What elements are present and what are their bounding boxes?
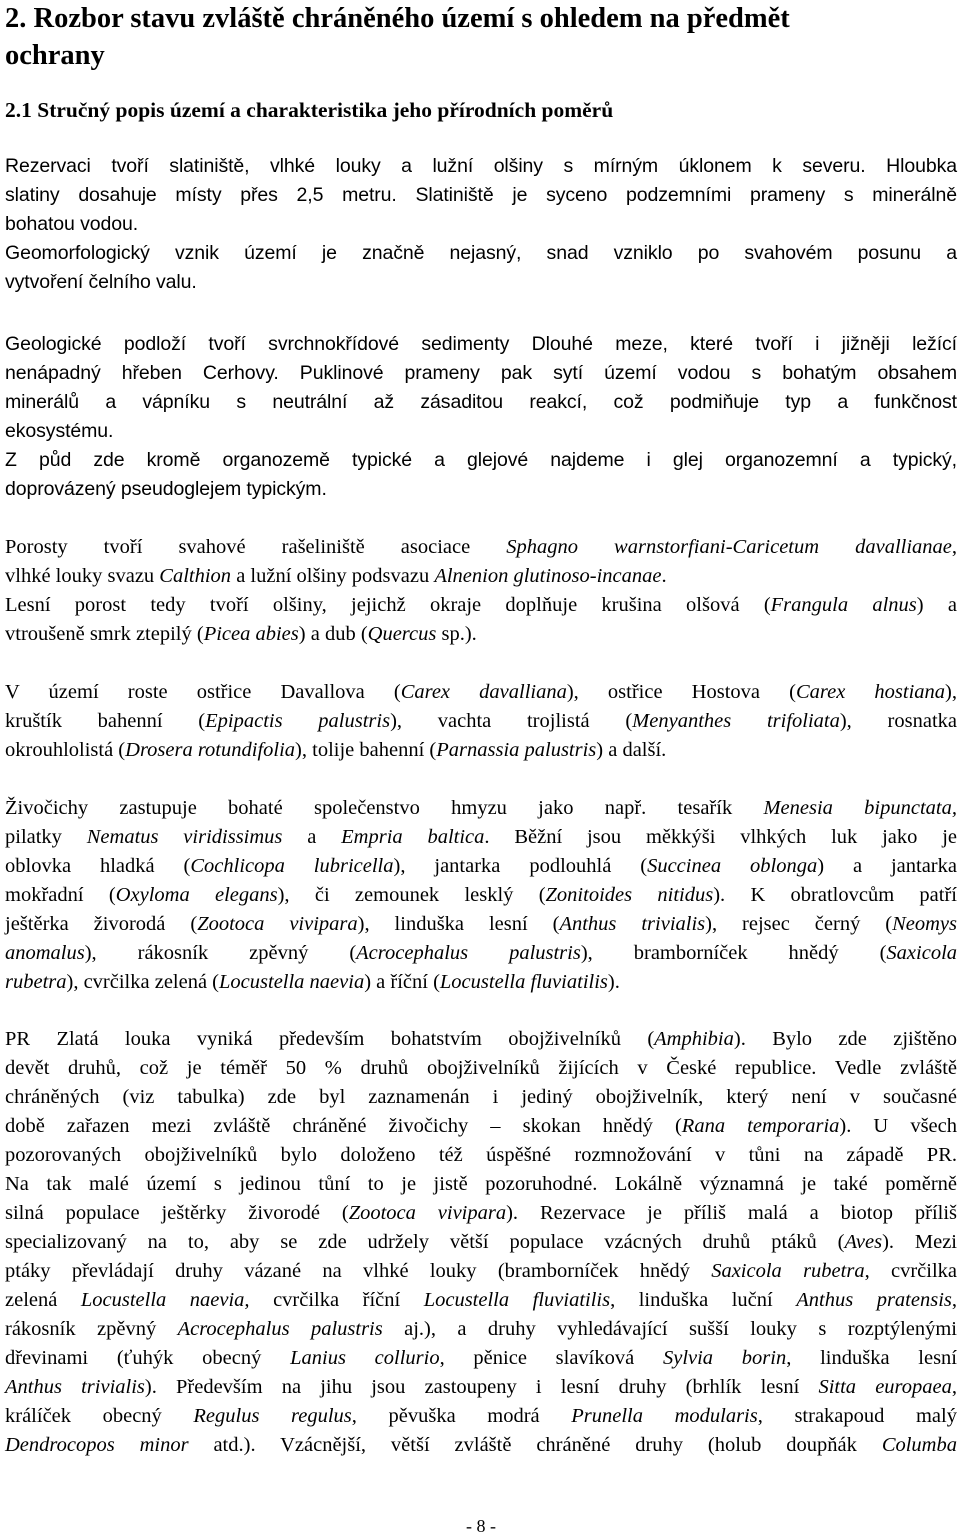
text-line: zelená Locustella naevia, cvrčilka říční Locustella fluviatilis, linduška luční Anthus pratensis, — [5, 1289, 957, 1311]
text-line: minerálů a vápníku s neutrální až zásaditou reakcí, což podmiňuje typ a funkčnost — [5, 391, 957, 413]
text-line: doprovázený pseudoglejem typickým. — [5, 478, 327, 500]
text-line: králíček obecný Regulus regulus, pěvuška modrá Prunella modularis, strakapoud malý — [5, 1405, 957, 1427]
text-line: chráněných (viz tabulka) zde byl zaznamenán i jediný obojživelník, který není v současné — [5, 1086, 957, 1108]
text-line: nenápadný hřeben Cerhovy. Puklinové prameny pak sytí území vodou s bohatým obsahem — [5, 362, 957, 384]
text-line: vlhké louky svazu Calthion a lužní olšiny podsvazu Alnenion glutinoso-incanae. — [5, 565, 667, 587]
text-line: V území roste ostřice Davallova (Carex davalliana), ostřice Hostova (Carex hostiana), — [5, 681, 957, 703]
text-line: okrouhlolistá (Drosera rotundifolia), tolije bahenní (Parnassia palustris) a další. — [5, 739, 667, 761]
text-line: Geomorfologický vznik území je značně nejasný, snad vzniklo po svahovém posunu a — [5, 242, 957, 264]
text-line: anomalus), rákosník zpěvný (Acrocephalus palustris), bramborníček hnědý (Saxicola — [5, 942, 958, 964]
text-line: Anthus trivialis). Především na jihu jsou zastoupeny i lesní druhy (brhlík lesní Sitta europaea, — [5, 1376, 957, 1398]
paragraph-terrain — [5, 152, 957, 297]
text-line: devět druhů, což je téměř 50 % druhů obojživelníků žijících v České republice. Vedle zvláště — [5, 1057, 957, 1079]
text-line: vtroušeně smrk ztepilý (Picea abies) a dub (Quercus sp.). — [5, 623, 477, 645]
text-line: Živočichy zastupuje bohaté společenstvo hmyzu jako např. tesařík Menesia bipunctata, — [5, 797, 957, 819]
text-line: kruštík bahenní (Epipactis palustris), vachta trojlistá (Menyanthes trifoliata), rosnatka — [5, 710, 957, 732]
chapter-heading — [5, 0, 957, 74]
text-line: pozorovaných obojživelníků bylo doloženo též úspěšné rozmnožování v tůni na západě PR. — [5, 1144, 957, 1166]
text-line: oblovka hladká (Cochlicopa lubricella), jantarka podlouhlá (Succinea oblonga) a jantarka — [5, 855, 957, 877]
text-line: vytvoření čelního valu. — [5, 271, 197, 293]
paragraph-amphibians-birds — [5, 1025, 957, 1460]
paragraph-vegetation — [5, 533, 957, 649]
chapter-heading-line: 2. Rozbor stavu zvláště chráněného území s ohledem na předmět — [5, 3, 790, 34]
text-line: Z půd zde kromě organozemě typické a glejové najdeme i glej organozemní a typický, — [5, 449, 957, 471]
text-line: Dendrocopos minor atd.). Vzácnější, větší zvláště chráněné druhy (holub doupňák Columba — [5, 1434, 957, 1456]
text-line: rákosník zpěvný Acrocephalus palustris aj.), a druhy vyhledávající sušší louky s rozptýlenými — [5, 1318, 957, 1340]
text-line: pilatky Nematus viridissimus a Empria baltica. Běžní jsou měkkýši vlhkých luk jako je — [5, 826, 957, 848]
text-line: době zařazen mezi zvláště chráněné živočichy – skokan hnědý (Rana temporaria). U všech — [5, 1115, 957, 1137]
text-line: ekosystému. — [5, 420, 114, 442]
paragraph-fauna — [5, 794, 957, 997]
text-line: Geologické podloží tvoří svrchnokřídové sedimenty Dlouhé meze, které tvoří i jižněji ležící — [5, 333, 957, 355]
text-line: rubetra), cvrčilka zelená (Locustella naevia) a říční (Locustella fluviatilis). — [5, 971, 620, 993]
text-line: dřevinami (ťuhýk obecný Lanius collurio, pěnice slavíková Sylvia borin, linduška lesní — [5, 1347, 957, 1369]
text-line: mokřadní (Oxyloma elegans), či zemounek lesklý (Zonitoides nitidus). K obratlovcům patří — [5, 884, 957, 906]
text-line: silná populace ještěrky živorodé (Zootoca vivipara). Rezervace je příliš malá a biotop příliš — [5, 1202, 958, 1224]
text-line: specializovaný na to, aby se zde udržely větší populace vzácných druhů ptáků (Aves). Mezi — [5, 1231, 957, 1253]
page-number: - 8 - — [466, 1516, 496, 1536]
text-line: Porosty tvoří svahové rašeliniště asociace Sphagno warnstorfiani-Caricetum davallianae, — [5, 536, 958, 558]
paragraph-geology — [5, 330, 957, 504]
text-line: Rezervaci tvoří slatiniště, vlhké louky a lužní olšiny s mírným úklonem k severu. Hloubka — [5, 155, 957, 177]
text-line: bohatou vodou. — [5, 213, 139, 235]
section-heading: 2.1 Stručný popis území a charakteristika jeho přírodních poměrů — [5, 98, 614, 122]
chapter-heading-line: ochrany — [5, 40, 105, 71]
text-line: ještěrka živorodá (Zootoca vivipara), linduška lesní (Anthus trivialis), rejsec černý (Neomys — [5, 913, 958, 935]
text-line: PR Zlatá louka vyniká především bohatstvím obojživelníků (Amphibia). Bylo zde zjištěno — [5, 1028, 958, 1050]
text-line: Lesní porost tedy tvoří olšiny, jejichž okraje doplňuje krušina olšová (Frangula alnus) a — [5, 594, 957, 616]
text-line: ptáky převládají druhy vázané na vlhké louky (bramborníček hnědý Saxicola rubetra, cvrčilka — [5, 1260, 958, 1282]
paragraph-flora — [5, 678, 957, 765]
text-line: Na tak malé území s jedinou tůní to je jistě pozoruhodné. Lokálně významná je také poměrně — [5, 1173, 957, 1195]
text-line: slatiny dosahuje místy přes 2,5 metru. Slatiniště je syceno podzemními prameny s minerálně — [5, 184, 957, 206]
